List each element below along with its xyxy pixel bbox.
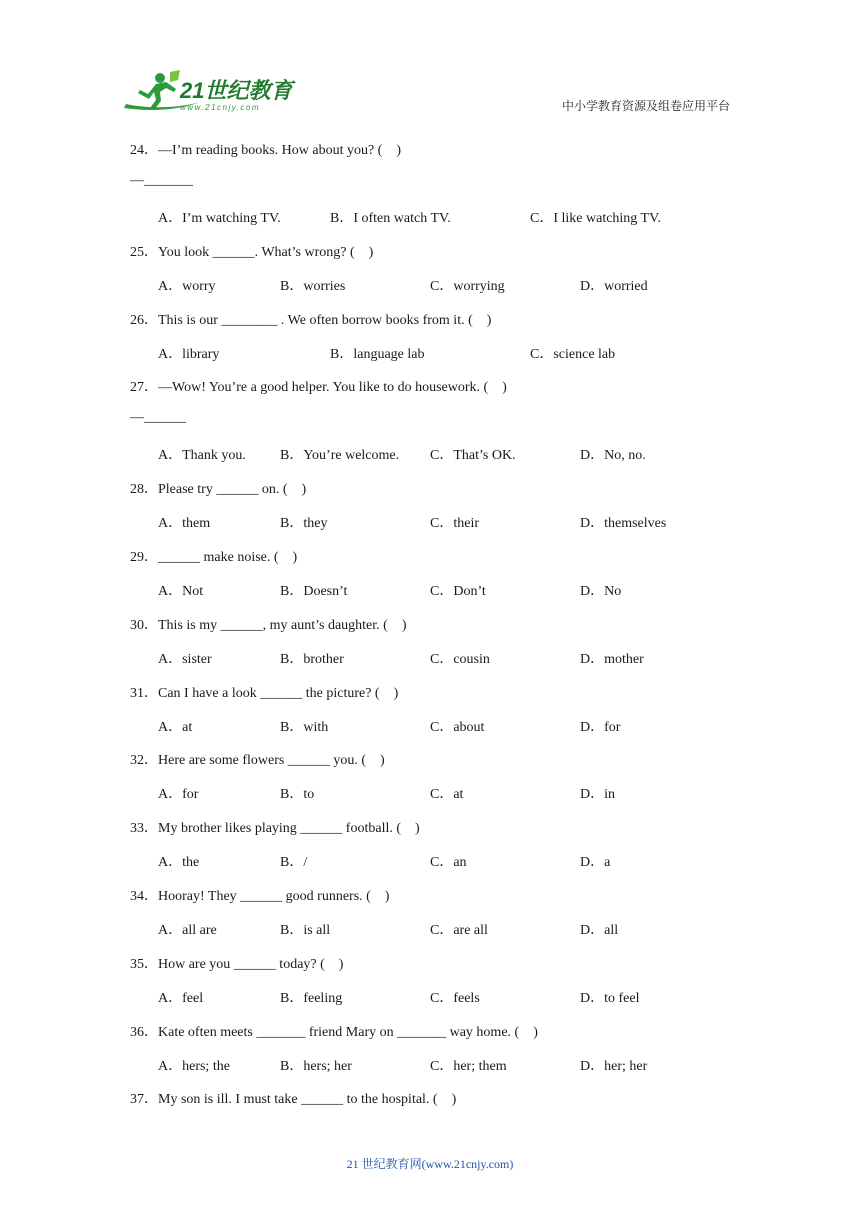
option-32-c[interactable]: C．at [430,787,464,803]
question-25: 25．You look ______. What’s wrong? ( ) [130,244,374,260]
platform-title: 中小学教育资源及组卷应用平台 [561,99,730,113]
runner-logo-icon [120,68,300,116]
option-34-d[interactable]: D．all [580,923,619,938]
options-row-34 [158,919,758,939]
option-29-d[interactable]: D．No [580,584,622,599]
option-30-c[interactable]: C．cousin [430,651,490,667]
svg-text:21世纪教育: 21世纪教育 [180,78,293,103]
option-33-d[interactable]: D．a [580,855,611,871]
option-34-b[interactable]: B．is all [280,923,331,938]
answer-blank-27[interactable]: —______ [130,410,186,426]
footer-link[interactable]: 21 世纪教育网(www.21cnjy.com) [346,1157,514,1171]
option-36-c[interactable]: C．her; them [430,1058,507,1074]
option-25-c[interactable]: C．worrying [430,278,505,294]
options-row-33 [158,851,758,871]
question-26: 26．This is our ________ . We often borrow books from it. ( ) [130,312,492,328]
options-row-36 [158,1055,758,1075]
option-31-c[interactable]: C．about [430,719,485,735]
options-row-29 [158,580,758,600]
option-35-d[interactable]: D．to feel [580,990,640,1006]
question-32: 32．Here are some flowers ______ you. ( ) [130,753,385,769]
question-28: 28．Please try ______ on. ( ) [130,482,307,498]
option-25-d[interactable]: D．worried [580,278,648,294]
option-26-c[interactable]: C．science lab [530,346,616,362]
page-header [0,0,860,125]
option-31-d[interactable]: D．for [580,719,621,735]
answer-blank-24[interactable]: —_______ [130,173,193,188]
option-35-b[interactable]: B．feeling [280,990,343,1006]
question-30: 30．This is my ______, my aunt’s daughter. ( ) [130,617,407,633]
option-32-b[interactable]: B．to [280,787,315,803]
options-row-35 [158,987,758,1007]
option-35-a[interactable]: A．feel [158,990,204,1006]
options-row-25 [158,275,758,295]
options-row-31 [158,716,758,736]
option-34-c[interactable]: C．are all [430,923,488,938]
option-27-b[interactable]: B．You’re welcome. [280,448,400,464]
options-row-30 [158,648,758,668]
option-32-d[interactable]: D．in [580,787,615,803]
option-36-d[interactable]: D．her; her [580,1058,648,1074]
option-34-a[interactable]: A．all are [158,923,217,938]
option-28-b[interactable]: B．they [280,516,328,532]
question-34: 34．Hooray! They ______ good runners. ( ) [130,889,390,904]
option-33-c[interactable]: C．an [430,855,467,871]
option-27-a[interactable]: A．Thank you. [158,448,246,464]
options-row-26 [158,343,758,363]
question-37: 37．My son is ill. I must take ______ to the hospital. ( ) [130,1092,457,1108]
option-31-b[interactable]: B．with [280,719,329,735]
options-row-32 [158,783,758,803]
option-25-b[interactable]: B．worries [280,278,346,294]
option-24-a[interactable]: A．I’m watching TV. [158,211,281,226]
question-35: 35．How are you ______ today? ( ) [130,956,344,972]
option-35-c[interactable]: C．feels [430,990,480,1006]
option-31-a[interactable]: A．at [158,719,193,735]
option-28-c[interactable]: C．their [430,516,479,532]
question-29: 29．______ make noise. ( ) [130,550,298,565]
option-29-c[interactable]: C．Don’t [430,584,486,599]
option-29-a[interactable]: A．Not [158,584,204,599]
logo [120,68,300,116]
option-30-d[interactable]: D．mother [580,651,644,667]
option-26-b[interactable]: B．language lab [330,346,425,362]
option-30-b[interactable]: B．brother [280,651,344,667]
option-33-a[interactable]: A．the [158,855,200,871]
option-33-b[interactable]: B．/ [280,855,308,871]
option-27-c[interactable]: C．That’s OK. [430,448,516,464]
option-27-d[interactable]: D．No, no. [580,448,646,464]
option-28-a[interactable]: A．them [158,516,211,532]
option-24-c[interactable]: C．I like watching TV. [530,211,661,226]
svg-text:www.21cnjy.com: www.21cnjy.com [180,103,260,112]
question-36: 36．Kate often meets _______ friend Mary on _______ way home. ( ) [130,1024,538,1040]
option-30-a[interactable]: A．sister [158,651,212,667]
question-33: 33．My brother likes playing ______ football. ( ) [130,821,420,837]
option-26-a[interactable]: A．library [158,346,220,362]
options-row-28 [158,512,758,532]
option-28-d[interactable]: D．themselves [580,516,667,532]
question-31: 31．Can I have a look ______ the picture? ( ) [130,685,399,701]
option-36-b[interactable]: B．hers; her [280,1058,352,1074]
question-24: 24．—I’m reading books. How about you? ( ) [130,143,402,158]
option-32-a[interactable]: A．for [158,787,199,803]
question-27: 27．—Wow! You’re a good helper. You like to do housework. ( ) [130,380,507,396]
options-row-24 [158,207,758,227]
option-25-a[interactable]: A．worry [158,278,216,294]
options-row-27 [158,444,758,464]
option-24-b[interactable]: B．I often watch TV. [330,211,451,226]
option-36-a[interactable]: A．hers; the [158,1058,230,1074]
option-29-b[interactable]: B．Doesn’t [280,584,348,599]
